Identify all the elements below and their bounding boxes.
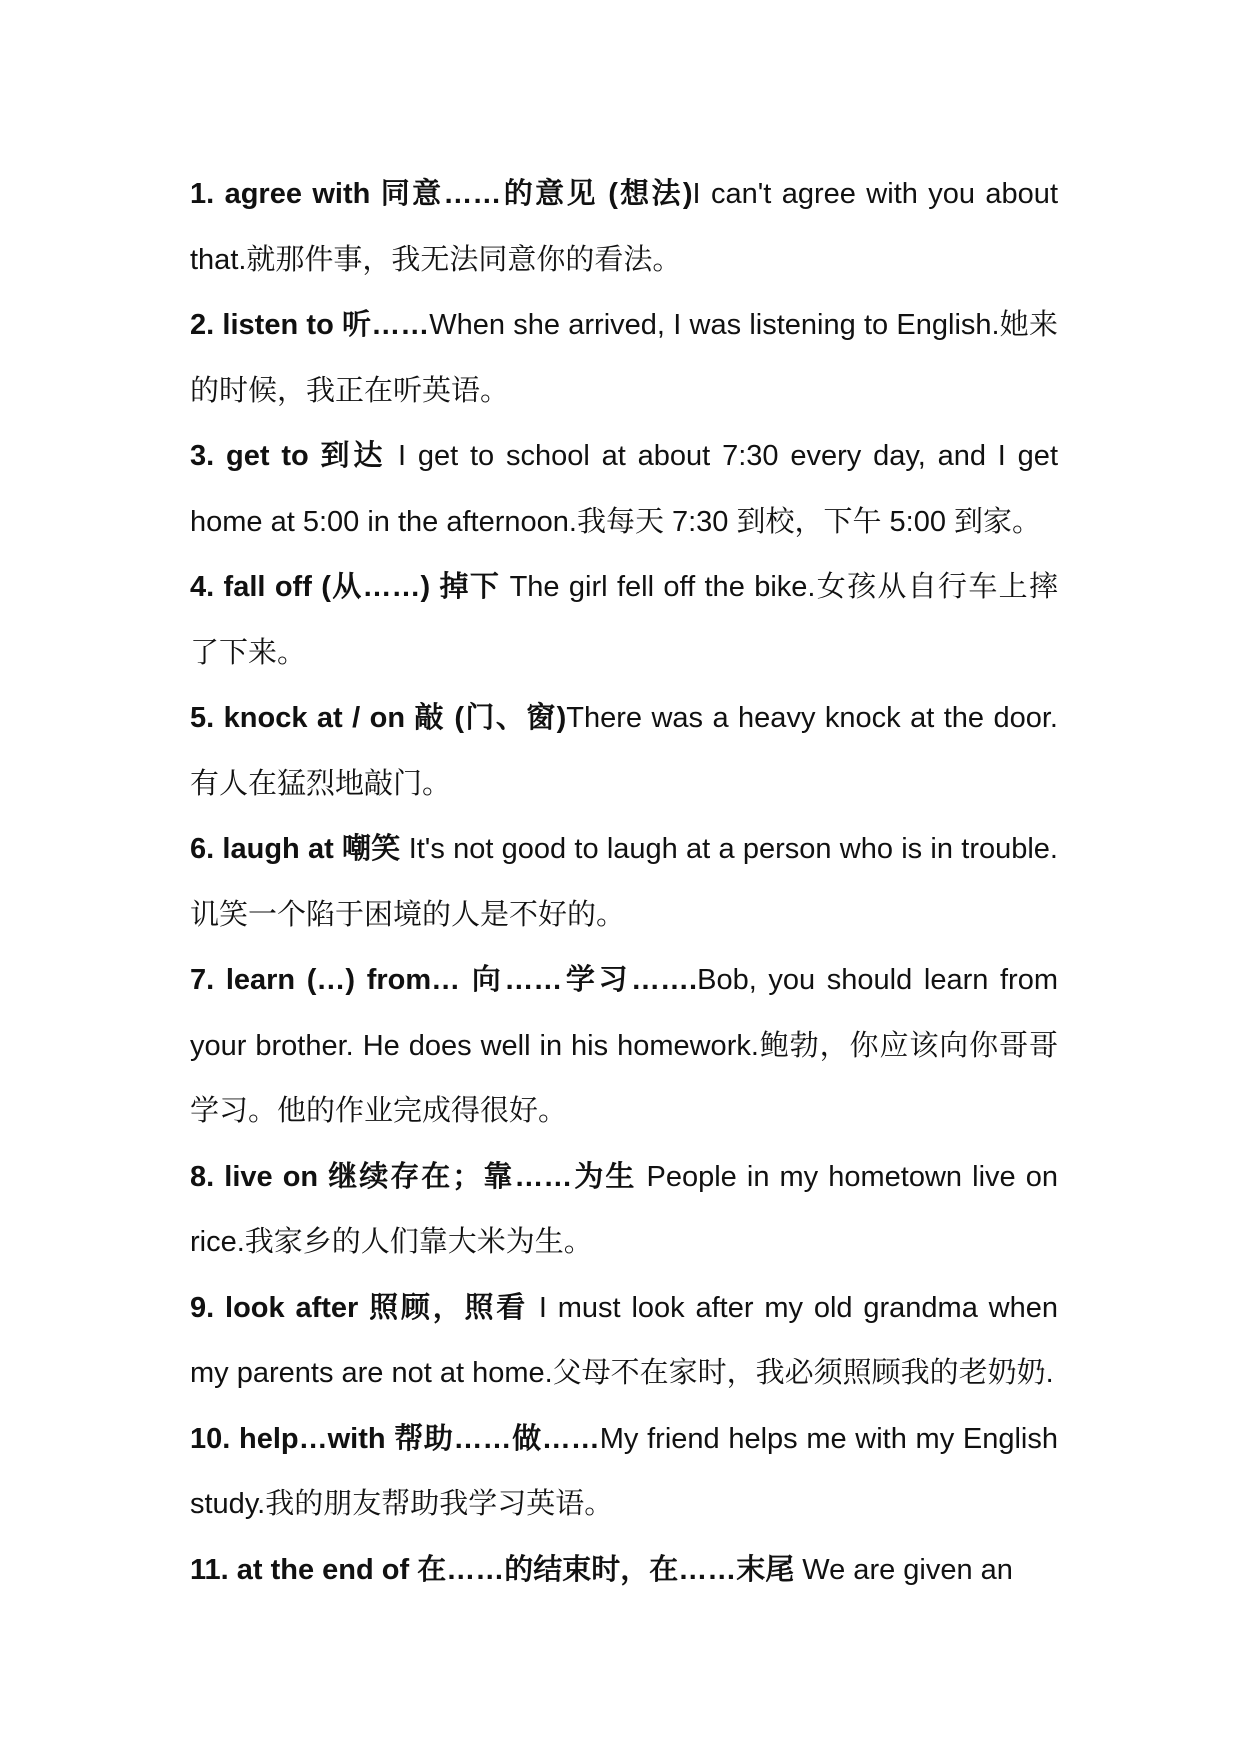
phrase-entry-6 xyxy=(190,817,1058,948)
example-sentence: I get to school at about 7:30 every day, and I get home at 5:00 in the afternoon.我每天 7:30 到校，下午 5:00 到家。 xyxy=(190,440,1058,538)
phrase-term: 1. agree with 同意……的意见 (想法) xyxy=(190,178,693,210)
phrase-term: 9. look after 照顾，照看 xyxy=(190,1291,529,1324)
phrase-entry-9 xyxy=(190,1276,1058,1407)
phrase-term: 4. fall off (从……) 掉下 xyxy=(190,571,501,603)
phrase-term: 8. live on 继续存在；靠……为生 xyxy=(190,1160,637,1193)
example-sentence: It's not good to laugh at a person who is in trouble.讥笑一个陷于困境的人是不好的。 xyxy=(190,833,1058,931)
example-sentence: The girl fell off the bike.女孩从自行车上摔了下来。 xyxy=(190,571,1058,669)
example-sentence: I can't agree with you about that.就那件事，我无法同意你的看法。 xyxy=(190,178,1058,276)
example-sentence: We are given an xyxy=(794,1553,1013,1586)
phrase-term: 7. learn (…) from… 向……学习……. xyxy=(190,964,698,996)
example-sentence: When she arrived, I was listening to English.她来的时候，我正在听英语。 xyxy=(190,309,1058,407)
phrase-entry-5 xyxy=(190,686,1058,817)
phrase-term: 6. laugh at 嘲笑 xyxy=(190,833,401,865)
example-sentence: I must look after my old grandma when my parents are not at home.父母不在家时，我必须照顾我的老奶奶. xyxy=(190,1291,1058,1389)
example-sentence: My friend helps me with my English study.我的朋友帮助我学习英语。 xyxy=(190,1422,1058,1520)
phrase-entry-8 xyxy=(190,1145,1058,1276)
example-sentence: People in my hometown live on rice.我家乡的人们靠大米为生。 xyxy=(190,1160,1058,1258)
phrase-entry-7 xyxy=(190,948,1058,1145)
phrase-entry-3 xyxy=(190,424,1058,555)
example-sentence: There was a heavy knock at the door.有人在猛烈地敲门。 xyxy=(190,702,1058,800)
phrase-entry-1 xyxy=(190,162,1058,293)
phrase-entry-10 xyxy=(190,1407,1058,1538)
phrase-entry-11 xyxy=(190,1538,1058,1604)
example-sentence: Bob, you should learn from your brother. He does well in his homework.鲍勃，你应该向你哥哥学习。他的作业完成得很好。 xyxy=(190,964,1058,1127)
document-page xyxy=(190,162,1058,1603)
phrase-term: 10. help…with 帮助……做…… xyxy=(190,1422,600,1455)
phrase-term: 5. knock at / on 敲 (门、窗) xyxy=(190,702,567,734)
phrase-entry-4 xyxy=(190,555,1058,686)
phrase-term: 2. listen to 听…… xyxy=(190,309,430,341)
phrase-entry-2 xyxy=(190,293,1058,424)
phrase-term: 3. get to 到达 xyxy=(190,440,387,472)
phrase-term: 11. at the end of 在……的结束时，在……末尾 xyxy=(190,1553,795,1586)
